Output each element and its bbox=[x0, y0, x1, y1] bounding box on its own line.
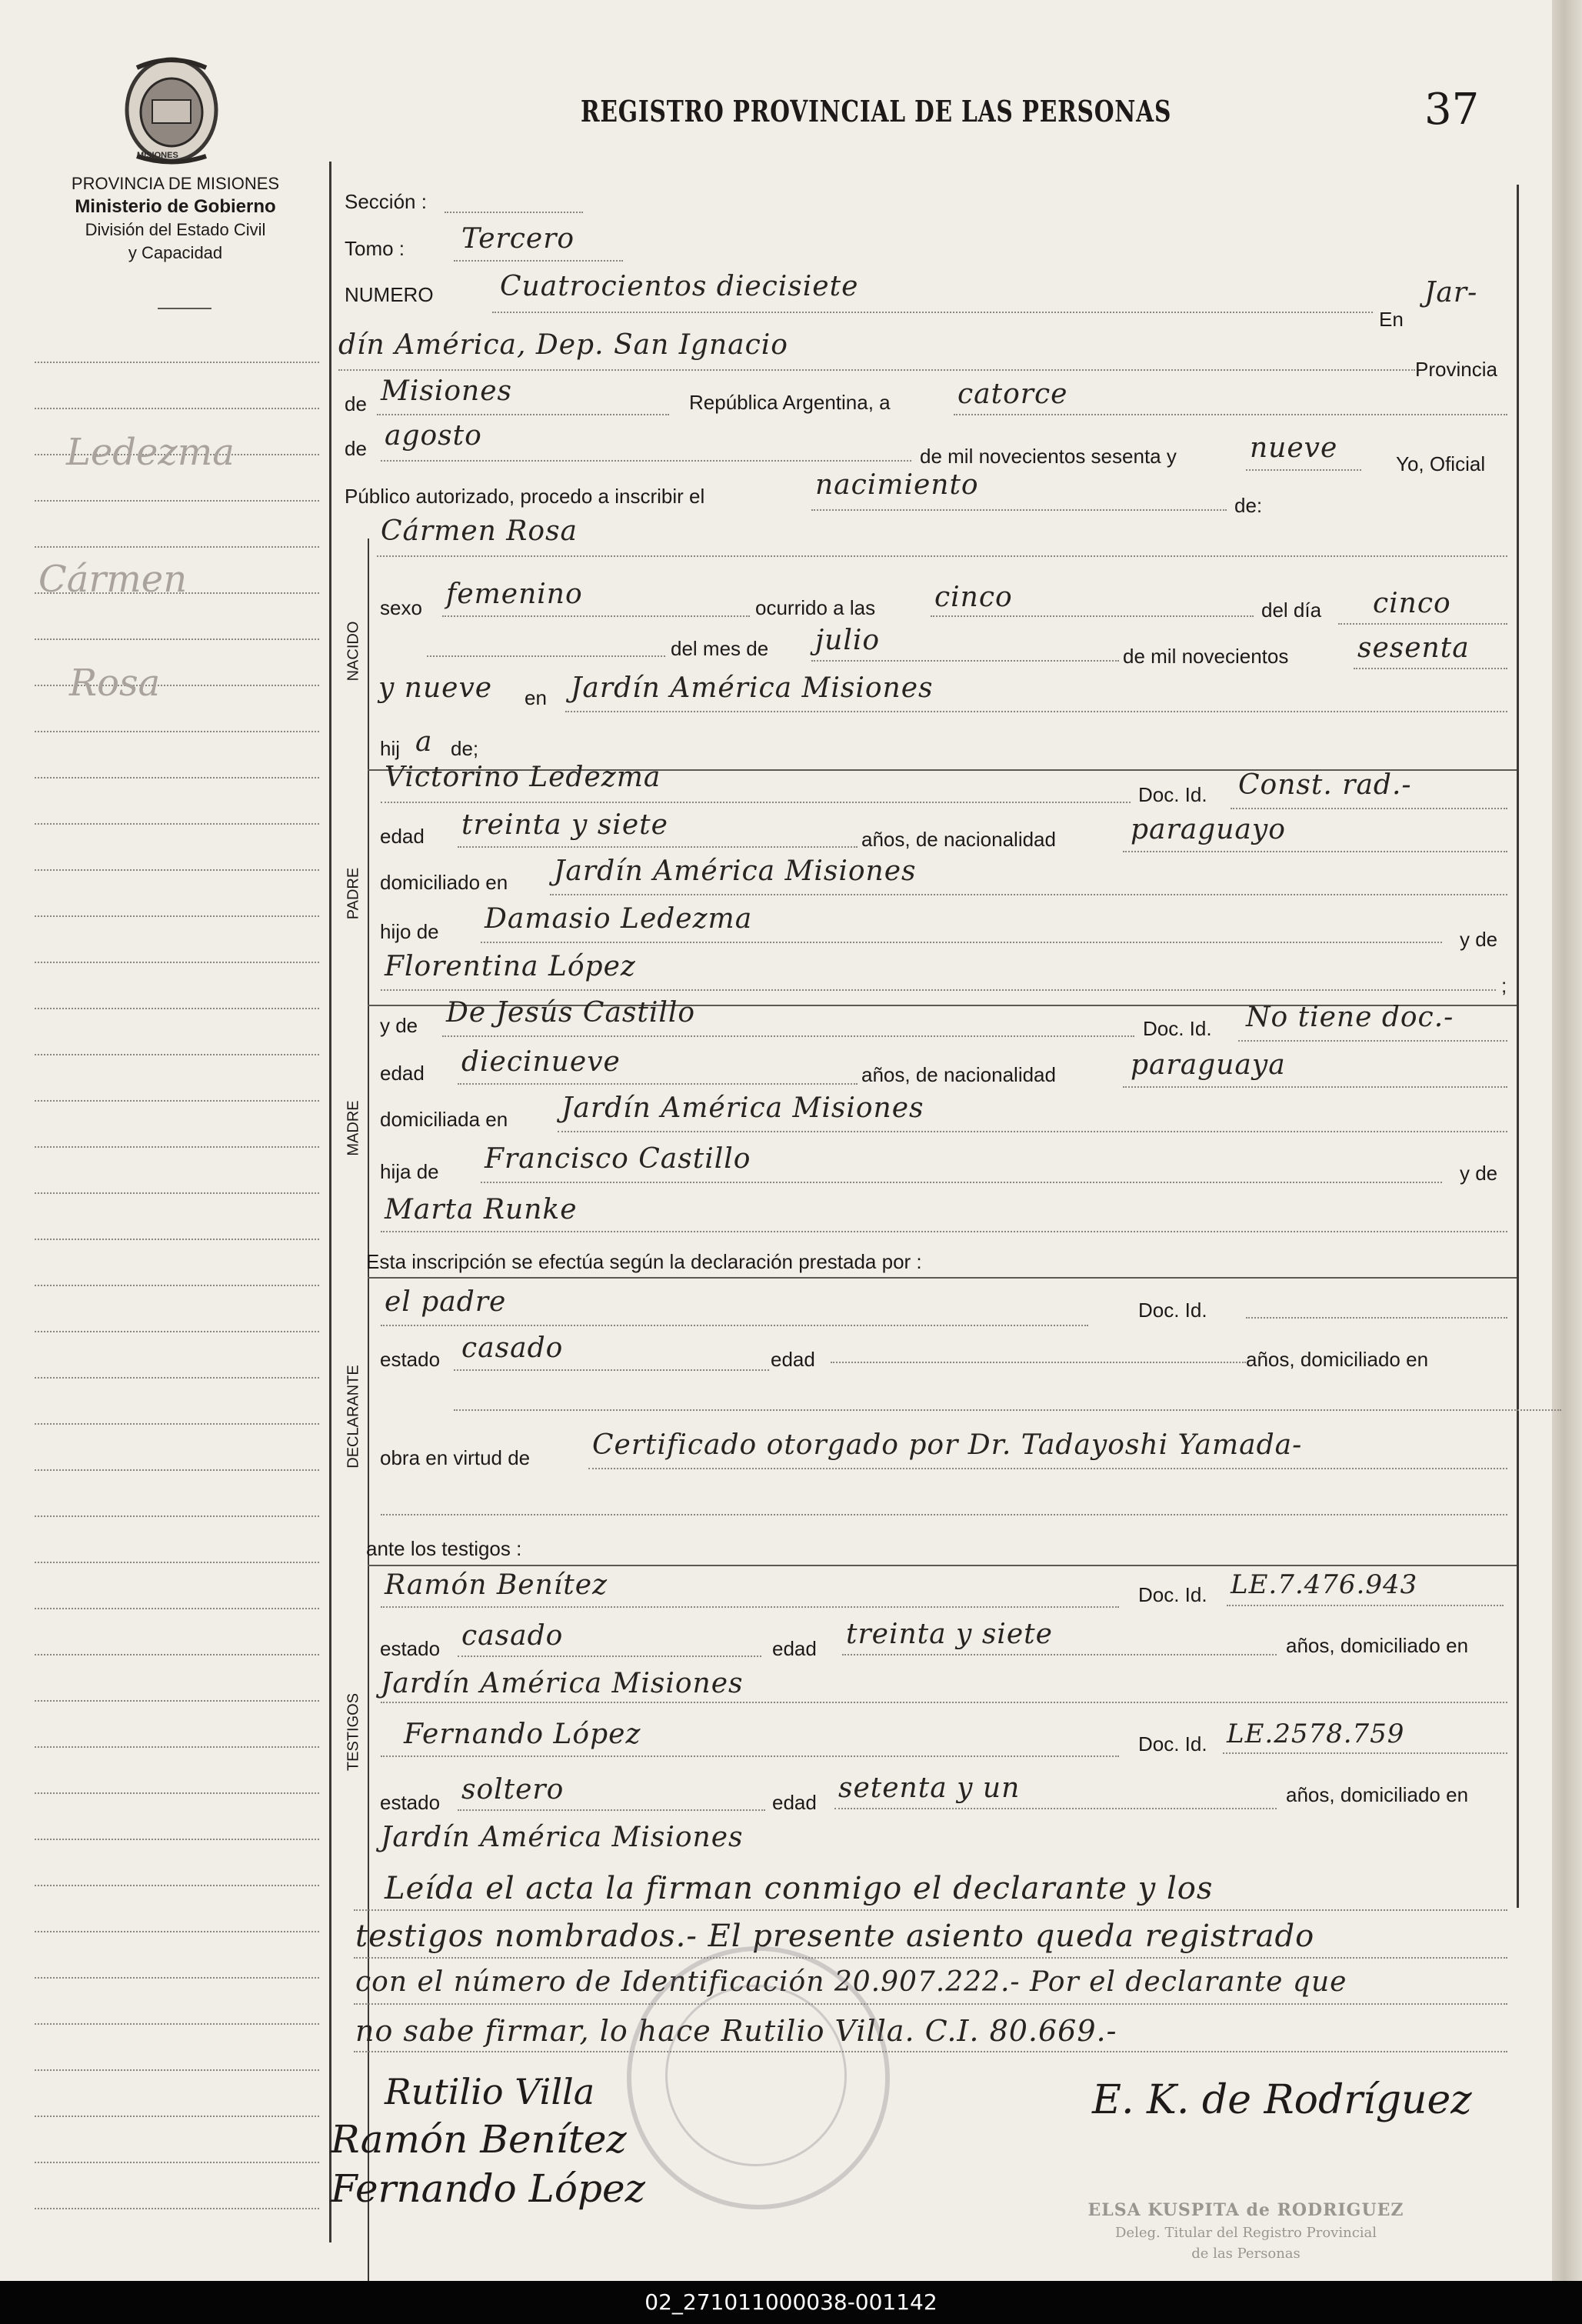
margin-rule-line bbox=[35, 2069, 319, 2071]
dia-nac-value: cinco bbox=[1373, 588, 1451, 619]
margin-rule-line bbox=[35, 1608, 319, 1609]
madre-edad-label: edad bbox=[380, 1062, 425, 1085]
abuela-pat-rule bbox=[381, 989, 1496, 991]
image-id-bar: 02_271011000038-001142 bbox=[0, 2281, 1582, 2324]
testigo2-edad-value: setenta y un bbox=[838, 1772, 1021, 1804]
margin-rule-line bbox=[35, 777, 319, 779]
testigo1-value: Ramón Benítez bbox=[385, 1569, 608, 1601]
institution-division: División del Estado Civil bbox=[85, 220, 266, 239]
testigo1-anos-label: años, domiciliado en bbox=[1286, 1634, 1469, 1657]
declarante-edad-rule bbox=[831, 1362, 1246, 1363]
declarante-doc-rule bbox=[1246, 1317, 1507, 1319]
institution-province: PROVINCIA DE MISIONES bbox=[71, 174, 280, 193]
margin-rule-line bbox=[35, 1700, 319, 1702]
en-value: Jar- bbox=[1424, 277, 1478, 308]
page-edge bbox=[1552, 0, 1582, 2281]
numero-rule bbox=[492, 312, 1373, 313]
dia-acta-rule bbox=[954, 414, 1507, 415]
signature-rutilio: Rutilio Villa bbox=[385, 2071, 595, 2112]
testigo1-doc-value: LE.7.476.943 bbox=[1231, 1569, 1418, 1600]
testigo1-dom-value: Jardín América Misiones bbox=[381, 1668, 744, 1699]
margin-rule-line bbox=[35, 1977, 319, 1979]
institution-ministry: Ministerio de Gobierno bbox=[75, 196, 276, 217]
abuela-mat-value: Marta Runke bbox=[385, 1194, 578, 1225]
margin-divider bbox=[329, 162, 331, 2242]
hora-rule bbox=[931, 615, 1254, 617]
margin-rule-line bbox=[35, 500, 319, 502]
padre-nombre-value: Victorino Ledezma bbox=[385, 762, 661, 793]
declarante-estado-value: casado bbox=[461, 1332, 564, 1364]
de-mil2-label: de mil novecientos bbox=[1123, 645, 1289, 668]
institution-block bbox=[37, 172, 314, 265]
padre-doc-value: Const. rad.- bbox=[1238, 769, 1412, 801]
closing-rule-3 bbox=[354, 2003, 1507, 2005]
margin-rule-line bbox=[35, 1562, 319, 1563]
seccion-label: Sección : bbox=[345, 190, 427, 213]
testigo1-dom-rule bbox=[381, 1702, 1507, 1703]
de-label: de bbox=[345, 392, 367, 415]
declarante-estado-label: estado bbox=[380, 1348, 441, 1371]
del-dia-label: del día bbox=[1261, 599, 1322, 622]
acto-rule bbox=[811, 509, 1227, 511]
anio-nac-b-value: y nueve bbox=[378, 672, 493, 704]
institution-capacity: y Capacidad bbox=[128, 243, 223, 262]
margin-rule-line bbox=[35, 2023, 319, 2025]
margin-rule-line bbox=[35, 639, 319, 640]
yo-oficial-label: Yo, Oficial bbox=[1396, 452, 1486, 475]
margin-rule-line bbox=[35, 823, 319, 825]
madre-nac-value: paraguaya bbox=[1131, 1049, 1286, 1081]
mes-acta-rule bbox=[381, 460, 911, 462]
declarante-edad-label: edad bbox=[771, 1348, 815, 1371]
provincia-label: Provincia bbox=[1415, 358, 1497, 381]
stamp-role: Deleg. Titular del Registro Provincial bbox=[1114, 2225, 1377, 2241]
provincia-value: Misiones bbox=[381, 375, 513, 407]
mes-nac-pre-rule bbox=[427, 655, 665, 657]
declarante-estado-rule bbox=[454, 1369, 769, 1371]
margin-rule-line bbox=[35, 1839, 319, 1840]
anio-nac-rule bbox=[1354, 668, 1507, 669]
mes-nac-value: julio bbox=[815, 625, 881, 656]
nombre-rule bbox=[377, 555, 1507, 557]
margin-first-name: Cármen bbox=[38, 558, 188, 601]
sexo-rule bbox=[442, 615, 750, 617]
abuelo-pat-value: Damasio Ledezma bbox=[485, 903, 753, 935]
publico-label: Público autorizado, procedo a inscribir el bbox=[345, 485, 705, 508]
margin-rule-line bbox=[35, 1192, 319, 1194]
padre-edad-rule bbox=[458, 846, 858, 848]
madre-nombre-value: De Jesús Castillo bbox=[446, 997, 696, 1029]
closing-line-3: con el número de Identificación 20.907.222.- Por el declarante que bbox=[355, 1966, 1347, 1998]
mes-acta-value: agosto bbox=[385, 420, 482, 452]
stamp-role-2: de las Personas bbox=[1191, 2246, 1301, 2262]
crest-label: MISIONES bbox=[137, 151, 178, 160]
dia-acta-value: catorce bbox=[958, 378, 1068, 410]
margin-rule-line bbox=[35, 962, 319, 963]
madre-dom-label: domiciliada en bbox=[380, 1108, 508, 1131]
declarante-doc-label: Doc. Id. bbox=[1138, 1299, 1207, 1322]
margin-rule-line bbox=[35, 2162, 319, 2163]
testigo2-estado-rule bbox=[458, 1809, 765, 1811]
declarante-top-rule bbox=[368, 1277, 1517, 1279]
margin-rule-line bbox=[35, 1423, 319, 1425]
signature-fernando: Fernando López bbox=[331, 2166, 645, 2211]
hij-label: hij bbox=[380, 737, 401, 760]
lugar-nac-rule bbox=[565, 711, 1507, 712]
tomo-value: Tercero bbox=[461, 223, 575, 255]
testigo1-edad-value: treinta y siete bbox=[846, 1619, 1053, 1650]
declarante-rule bbox=[381, 1325, 1088, 1326]
ante-label: ante los testigos : bbox=[366, 1537, 522, 1560]
testigo2-doc-label: Doc. Id. bbox=[1138, 1732, 1207, 1756]
nombre-value: Cármen Rosa bbox=[381, 515, 578, 547]
margin-rule-line bbox=[35, 915, 319, 917]
madre-nombre-rule bbox=[442, 1035, 1134, 1037]
testigo1-estado-rule bbox=[458, 1655, 761, 1657]
de-colon-label: de: bbox=[1234, 494, 1263, 517]
dia-nac-rule bbox=[1338, 623, 1507, 625]
declarante-value: el padre bbox=[385, 1286, 507, 1318]
margin-rule-line bbox=[35, 1331, 319, 1332]
sexo-value: femenino bbox=[446, 578, 583, 610]
closing-line-2: testigos nombrados.- El presente asiento queda registrado bbox=[355, 1919, 1315, 1954]
de-mes-label: de bbox=[345, 437, 367, 460]
margin-rule-line bbox=[35, 408, 319, 409]
numero-value: Cuatrocientos diecisiete bbox=[500, 271, 859, 302]
margin-rule-line bbox=[35, 1469, 319, 1471]
abuelo-mat-value: Francisco Castillo bbox=[485, 1143, 751, 1175]
testigos-top-rule bbox=[368, 1565, 1517, 1566]
closing-line-4: no sabe firmar, lo hace Rutilio Villa. C.I. 80.669.- bbox=[355, 2014, 1117, 2048]
sexo-label: sexo bbox=[380, 596, 422, 619]
padre-dom-rule bbox=[550, 894, 1507, 895]
page-number: 37 bbox=[1424, 85, 1480, 135]
anio-nac-a-value: sesenta bbox=[1357, 632, 1470, 664]
de-semi-label: de; bbox=[451, 737, 479, 760]
section-padre: PADRE bbox=[345, 867, 362, 920]
mes-nac-rule bbox=[811, 660, 1119, 662]
testigo2-anos-label: años, domiciliado en bbox=[1286, 1783, 1469, 1806]
margin-rule-line bbox=[35, 869, 319, 871]
anio-acta-rule bbox=[1246, 469, 1361, 471]
obra-rule-2 bbox=[381, 1514, 1507, 1515]
padre-doc-rule bbox=[1231, 808, 1507, 809]
numero-label: NUMERO bbox=[345, 283, 434, 306]
testigo2-doc-value: LE.2578.759 bbox=[1227, 1719, 1405, 1749]
margin-rule-line bbox=[35, 1285, 319, 1286]
margin-rule-line bbox=[35, 1654, 319, 1655]
padre-nombre-rule bbox=[381, 802, 1131, 803]
tomo-label: Tomo : bbox=[345, 237, 405, 260]
anio-acta-value: nueve bbox=[1250, 432, 1338, 464]
testigo1-doc-label: Doc. Id. bbox=[1138, 1583, 1207, 1606]
margin-surname: Ledezma bbox=[66, 431, 235, 474]
hora-value: cinco bbox=[934, 582, 1013, 613]
right-frame bbox=[1517, 185, 1519, 1908]
padre-anos-label: años, de nacionalidad bbox=[861, 828, 1056, 851]
margin-rule-line bbox=[35, 1239, 319, 1240]
provincia-rule bbox=[377, 414, 669, 415]
republica-label: República Argentina, a bbox=[689, 391, 891, 414]
madre-nac-rule bbox=[1123, 1086, 1507, 1088]
margin-rule-line bbox=[35, 362, 319, 363]
lugar-rule bbox=[338, 369, 1415, 371]
abuelo-mat-rule bbox=[481, 1182, 1442, 1183]
testigo2-edad-label: edad bbox=[772, 1791, 817, 1814]
margin-rule-line bbox=[35, 2116, 319, 2117]
testigo1-doc-rule bbox=[1227, 1605, 1504, 1606]
y-de-label-2: y de bbox=[1460, 1162, 1498, 1185]
testigo2-rule bbox=[381, 1756, 1119, 1757]
hija-de-label: hija de bbox=[380, 1160, 439, 1183]
testigo2-edad-rule bbox=[834, 1808, 1277, 1809]
madre-edad-value: diecinueve bbox=[461, 1046, 621, 1078]
signature-ramon: Ramón Benítez bbox=[331, 2117, 627, 2162]
testigo2-estado-label: estado bbox=[380, 1791, 441, 1814]
padre-dom-label: domiciliado en bbox=[380, 871, 508, 894]
padre-dom-value: Jardín América Misiones bbox=[554, 855, 917, 887]
margin-rule-line bbox=[35, 1515, 319, 1517]
testigo2-dom-value: Jardín América Misiones bbox=[381, 1822, 744, 1853]
testigo2-estado-value: soltero bbox=[461, 1774, 565, 1806]
tomo-rule bbox=[454, 260, 623, 262]
y-de-label-1: y de bbox=[1460, 928, 1498, 951]
madre-doc-value: No tiene doc.- bbox=[1246, 1002, 1454, 1033]
margin-rule-line bbox=[35, 2208, 319, 2209]
official-stamp bbox=[1015, 2200, 1477, 2262]
margin-rule-line bbox=[35, 1146, 319, 1148]
margin-rule-line bbox=[35, 1792, 319, 1794]
padre-edad-label: edad bbox=[380, 825, 425, 848]
obra-rule bbox=[588, 1468, 1507, 1469]
madre-anos-label: años, de nacionalidad bbox=[861, 1063, 1056, 1086]
testigo1-estado-label: estado bbox=[380, 1637, 441, 1660]
margin-rule-line bbox=[35, 546, 319, 548]
padre-nac-rule bbox=[1123, 851, 1507, 852]
abuela-mat-rule bbox=[381, 1231, 1507, 1232]
section-declarante: DECLARANTE bbox=[345, 1365, 362, 1469]
closing-rule-2 bbox=[354, 1957, 1507, 1959]
signature-official: E. K. de Rodríguez bbox=[1092, 2077, 1472, 2123]
madre-dom-rule bbox=[558, 1131, 1507, 1132]
en-label: En bbox=[1379, 308, 1404, 331]
abuelo-pat-rule bbox=[481, 942, 1442, 943]
madre-edad-rule bbox=[458, 1083, 858, 1085]
margin-rule-line bbox=[35, 731, 319, 732]
margin-second-name: Rosa bbox=[69, 662, 161, 705]
ocurrido-label: ocurrido a las bbox=[755, 596, 876, 619]
madre-doc-label: Doc. Id. bbox=[1143, 1017, 1212, 1040]
madre-doc-rule bbox=[1238, 1040, 1507, 1042]
obra-label: obra en virtud de bbox=[380, 1446, 531, 1469]
declarante-anos-label: años, domiciliado en bbox=[1246, 1348, 1429, 1371]
hij-suffix: a bbox=[415, 726, 433, 758]
registry-seal-inner bbox=[665, 1985, 847, 2166]
padre-edad-value: treinta y siete bbox=[461, 809, 668, 841]
margin-rule-line bbox=[35, 1100, 319, 1102]
page-title: REGISTRO PROVINCIAL DE LAS PERSONAS bbox=[581, 94, 1172, 128]
section-madre: MADRE bbox=[345, 1100, 362, 1156]
margin-rule-line bbox=[35, 1054, 319, 1055]
margin-rule-line bbox=[35, 1885, 319, 1886]
seccion-rule bbox=[445, 212, 583, 213]
padre-nac-value: paraguayo bbox=[1131, 814, 1286, 845]
del-mes-label: del mes de bbox=[671, 637, 769, 660]
abuela-pat-value: Florentina López bbox=[385, 951, 636, 982]
institution-underline bbox=[158, 308, 211, 309]
testigo2-value: Fernando López bbox=[404, 1719, 641, 1750]
margin-rule-line bbox=[35, 1008, 319, 1009]
closing-rule-4 bbox=[354, 2051, 1507, 2052]
margin-rule-line bbox=[35, 1746, 319, 1748]
stamp-name: ELSA KUSPITA de RODRIGUEZ bbox=[1087, 2200, 1404, 2220]
en2-label: en bbox=[525, 686, 547, 709]
section-nacido: NACIDO bbox=[345, 621, 362, 682]
lugar-value: dín América, Dep. San Ignacio bbox=[338, 329, 788, 361]
hijo-de-label: hijo de bbox=[380, 920, 439, 943]
lugar-nac-value: Jardín América Misiones bbox=[571, 672, 934, 704]
closing-rule-1 bbox=[354, 1909, 1507, 1911]
testigo1-edad-rule bbox=[842, 1654, 1277, 1655]
madre-dom-value: Jardín América Misiones bbox=[561, 1092, 924, 1124]
testigo2-doc-rule bbox=[1223, 1752, 1507, 1754]
testigo1-rule bbox=[381, 1606, 1119, 1608]
semicolon-label: ; bbox=[1501, 974, 1507, 997]
padre-doc-label: Doc. Id. bbox=[1138, 783, 1207, 806]
esta-inscripcion-label: Esta inscripción se efectúa según la declaración prestada por : bbox=[366, 1250, 922, 1273]
de-mil-label: de mil novecientos sesenta y bbox=[920, 445, 1177, 468]
margin-rule-line bbox=[35, 1931, 319, 1932]
section-testigos: TESTIGOS bbox=[345, 1692, 362, 1772]
margin-rule-line bbox=[35, 1377, 319, 1379]
testigo1-estado-value: casado bbox=[461, 1620, 564, 1652]
obra-value: Certificado otorgado por Dr. Tadayoshi Yamada- bbox=[592, 1429, 1303, 1461]
madre-y-de-label: y de bbox=[380, 1014, 418, 1037]
declarante-dom-rule bbox=[454, 1409, 1561, 1411]
closing-line-1: Leída el acta la firman conmigo el declarante y los bbox=[385, 1871, 1214, 1906]
testigo1-edad-label: edad bbox=[772, 1637, 817, 1660]
acto-value: nacimiento bbox=[815, 469, 979, 501]
